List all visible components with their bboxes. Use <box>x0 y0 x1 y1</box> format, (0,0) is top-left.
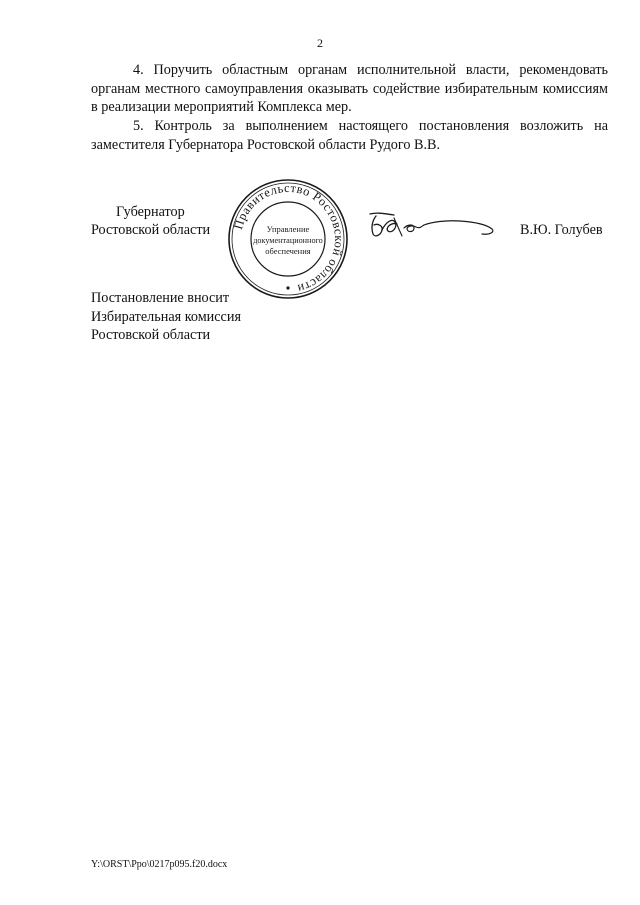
introduced-by-line-1: Постановление вносит <box>91 290 230 306</box>
signatory-title-line-1: Губернатор <box>116 204 185 220</box>
seal-outer-text: Правительство Ростовской области <box>231 180 347 297</box>
introduced-by-line-2: Избирательная комиссия <box>91 308 241 325</box>
official-seal-stamp <box>226 177 350 301</box>
page-number: 2 <box>317 36 323 50</box>
introduced-by-line-3: Ростовской области <box>91 327 211 343</box>
paragraph-item-4: 4. Поручить областным органам исполнительной власти, рекомендовать органам местного самоуправления оказывать содействие избирательным комиссиям в реализации мероприятий Комплекса мер. <box>91 62 608 115</box>
introduced-by-block <box>91 289 241 345</box>
signatory-title-line-2: Ростовской области <box>91 222 211 238</box>
seal-inner-line-1: Управление <box>266 224 310 234</box>
seal-star-dot <box>286 286 289 289</box>
seal-inner-line-3: обеспечения <box>265 246 311 256</box>
footer-file-path: Y:\ORST\Ppo\0217p095.f20.docx <box>91 859 228 870</box>
handwritten-signature <box>364 208 496 242</box>
paragraph-item-5: 5. Контроль за выполнением настоящего постановления возложить на заместителя Губернатора Ростовской области Рудого В.В. <box>91 118 608 153</box>
signatory-name: В.Ю. Голубев <box>520 222 603 238</box>
seal-inner-line-2: документационного <box>253 236 323 245</box>
